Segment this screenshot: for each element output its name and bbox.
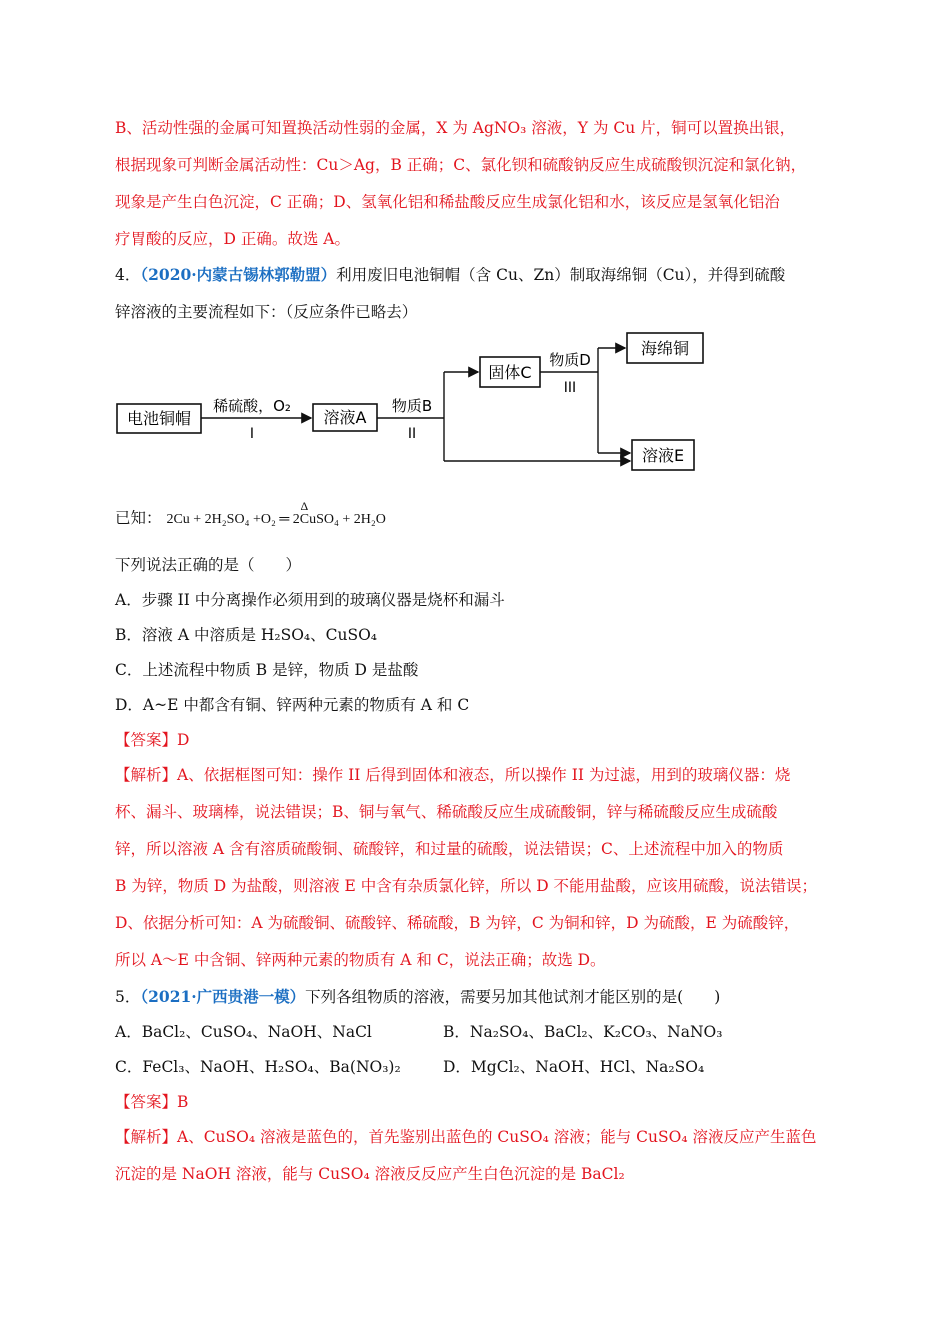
q4-source: （2020·内蒙古锡林郭勒盟）	[140, 265, 337, 284]
step1-number: I	[249, 426, 255, 442]
q4-option-b: B．溶液 A 中溶质是 H₂SO₄、CuSO₄	[115, 626, 378, 644]
step2-reagent: 物质B	[391, 397, 433, 415]
q5-number: 5．	[115, 988, 141, 1006]
q4-stem-text: 利用废旧电池铜帽（含 Cu、Zn）制取海绵铜（Cu），并得到硫酸	[336, 266, 786, 284]
step1-reagent: 稀硫酸，O₂	[213, 397, 291, 415]
box-battery-cap-label: 电池铜帽	[126, 409, 192, 428]
step3-reagent: 物质D	[549, 351, 591, 369]
q3-explanation-line-4: 疗胃酸的反应，D 正确。故选 A。	[115, 230, 350, 248]
q5-stem	[115, 987, 720, 1007]
box-solid-c-label: 固体C	[488, 363, 532, 382]
equation-condition: Δ	[300, 499, 309, 513]
q3-explanation-line-2: 根据现象可判断金属活动性：Cu＞Ag，B 正确；C、氯化钡和硫酸钠反应生成硫酸钡沉淀和氯化钠，	[115, 156, 807, 174]
equation-text: 2Cu + 2H₂SO₄ +O₂ ═ 2CuSO₄ + 2H₂O	[166, 512, 386, 527]
q4-explanation-line-4: B 为锌，物质 D 为盐酸，则溶液 E 中含有杂质氯化锌，所以 D 不能用盐酸，应该用硫酸，说法错误；	[115, 877, 818, 895]
q4-option-d: D．A~E 中都含有铜、锌两种元素的物质有 A 和 C	[115, 696, 470, 714]
q3-explanation-line-3: 现象是产生白色沉淀，C 正确；D、氢氧化铝和稀盐酸反应生成氯化铝和水，该反应是氢氧化铝治	[115, 193, 780, 211]
equation	[166, 499, 386, 527]
q3-explanation-line-1: B、活动性强的金属可知置换活动性弱的金属，X 为 AgNO₃ 溶液，Y 为 Cu 片，铜可以置换出银，	[115, 119, 796, 137]
q4-stem-line-1	[115, 265, 785, 285]
q4-explanation-line-1: 【解析】A、依据框图可知：操作 II 后得到固体和液态，所以操作 II 为过滤，用到的玻璃仪器：烧	[115, 766, 791, 784]
q5-option-d: D．MgCl₂、NaOH、HCl、Na₂SO₄	[443, 1058, 705, 1076]
q4-question: 下列说法正确的是（ ）	[115, 556, 302, 574]
known-equation	[115, 499, 386, 530]
q4-stem-line-2: 锌溶液的主要流程如下：（反应条件已略去）	[115, 303, 418, 321]
q5-explanation-line-2: 沉淀的是 NaOH 溶液，能与 CuSO₄ 溶液反反应产生白色沉淀的是 BaCl₂	[115, 1165, 625, 1183]
step2-number: II	[407, 426, 417, 442]
step3-number: III	[563, 380, 577, 396]
known-label: 已知：	[115, 509, 162, 527]
q5-stem-text: 下列各组物质的溶液，需要另加其他试剂才能区别的是( )	[305, 988, 721, 1006]
q4-explanation-line-5: D、依据分析可知：A 为硫酸铜、硫酸锌、稀硫酸，B 为锌，C 为铜和锌，D 为硫酸，E 为硫酸锌，	[115, 914, 800, 932]
q4-explanation-line-2: 杯、漏斗、玻璃棒，说法错误；B、铜与氧气、稀硫酸反应生成硫酸铜，锌与稀硫酸反应生成硫酸	[115, 803, 778, 821]
q4-option-c: C．上述流程中物质 B 是锌，物质 D 是盐酸	[115, 661, 419, 679]
q4-flow-diagram	[110, 325, 710, 480]
q5-option-c: C．FeCl₃、NaOH、H₂SO₄、Ba(NO₃)₂	[115, 1058, 401, 1076]
q4-answer: 【答案】D	[115, 731, 190, 749]
box-solution-a-label: 溶液A	[323, 408, 367, 427]
q4-option-a: A．步骤 II 中分离操作必须用到的玻璃仪器是烧杯和漏斗	[115, 591, 505, 609]
q5-source: （2021·广西贵港一模）	[140, 987, 306, 1006]
q4-number: 4．	[115, 266, 141, 284]
q4-explanation-line-3: 锌，所以溶液 A 含有溶质硫酸铜、硫酸锌，和过量的硫酸，说法错误；C、上述流程中加入的物质	[115, 840, 784, 858]
box-sponge-copper-label: 海绵铜	[640, 339, 690, 358]
box-solution-e-label: 溶液E	[641, 446, 685, 465]
q5-answer: 【答案】B	[115, 1093, 189, 1111]
q4-explanation-line-6: 所以 A～E 中含铜、锌两种元素的物质有 A 和 C，说法正确；故选 D。	[115, 951, 606, 969]
q5-option-a: A．BaCl₂、CuSO₄、NaOH、NaCl	[115, 1023, 372, 1041]
q5-option-b: B．Na₂SO₄、BaCl₂、K₂CO₃、NaNO₃	[443, 1023, 723, 1041]
q5-explanation-line-1: 【解析】A、CuSO₄ 溶液是蓝色的，首先鉴别出蓝色的 CuSO₄ 溶液；能与 CuSO₄ 溶液反应产生蓝色	[115, 1128, 817, 1146]
